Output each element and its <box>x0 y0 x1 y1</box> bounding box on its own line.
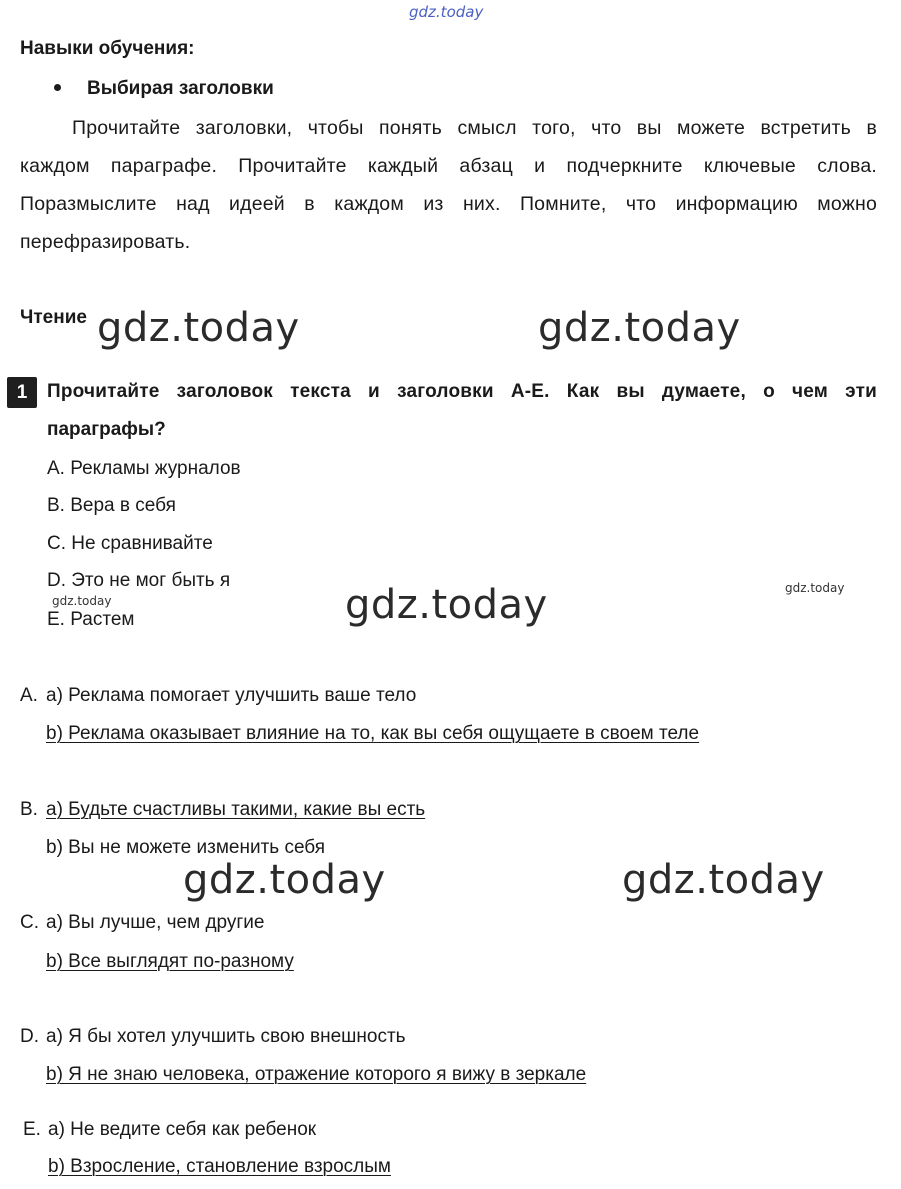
watermark-big-2: gdz.today <box>538 305 741 351</box>
watermark-top: gdz.today <box>409 3 484 21</box>
paragraph-line-2: каждом параграфе. Прочитайте каждый абзац и подчеркните ключевые слова. <box>20 155 877 177</box>
task-number-badge: 1 <box>7 377 37 408</box>
watermark-big-3: gdz.today <box>345 582 548 628</box>
answer-c-letter: C. <box>20 912 39 933</box>
reading-heading: Чтение <box>20 307 87 328</box>
watermark-small-2: gdz.today <box>785 581 845 595</box>
watermark-big-1: gdz.today <box>97 305 300 351</box>
watermark-big-5: gdz.today <box>622 857 825 903</box>
watermark-big-4: gdz.today <box>183 857 386 903</box>
answer-c-option-a: a) Вы лучше, чем другие <box>46 912 265 933</box>
skills-bullet-text: Выбирая заголовки <box>87 78 274 99</box>
heading-item-e: E. Растем <box>47 609 135 630</box>
watermark-small-1: gdz.today <box>52 594 112 608</box>
bullet-icon <box>54 84 61 91</box>
answer-e-letter: E. <box>23 1119 41 1140</box>
heading-item-a: A. Рекламы журналов <box>47 458 241 479</box>
answer-d-letter: D. <box>20 1026 39 1047</box>
heading-item-c: C. Не сравнивайте <box>47 533 213 554</box>
paragraph-line-3: Поразмыслите над идеей в каждом из них. Помните, что информацию можно <box>20 193 877 215</box>
task-question-line-1: Прочитайте заголовок текста и заголовки A-E. Как вы думаете, о чем эти <box>47 381 877 402</box>
answer-a-option-b: b) Реклама оказывает влияние на то, как вы себя ощущаете в своем теле <box>46 723 700 744</box>
answer-b-option-a: a) Будьте счастливы такими, какие вы есть <box>46 799 426 820</box>
answer-e-option-b: b) Взросление, становление взрослым <box>48 1156 391 1177</box>
skills-heading: Навыки обучения: <box>20 38 195 59</box>
task-question-line-2: параграфы? <box>47 419 166 440</box>
answer-c-option-b: b) Все выглядят по-разному <box>46 951 294 972</box>
paragraph-line-1: Прочитайте заголовки, чтобы понять смысл того, что вы можете встретить в <box>72 117 877 139</box>
answer-d-option-a: a) Я бы хотел улучшить свою внешность <box>46 1026 406 1047</box>
answer-a-option-a: a) Реклама помогает улучшить ваше тело <box>46 685 417 706</box>
answer-b-option-b: b) Вы не можете изменить себя <box>46 837 326 858</box>
heading-item-d: D. Это не мог быть я <box>47 570 231 591</box>
answer-e-option-a: a) Не ведите себя как ребенок <box>48 1119 317 1140</box>
answer-d-option-b: b) Я не знаю человека, отражение которого я вижу в зеркале <box>46 1064 587 1085</box>
answer-b-letter: B. <box>20 799 38 820</box>
answer-a-letter: A. <box>20 685 38 706</box>
heading-item-b: B. Вера в себя <box>47 495 176 516</box>
paragraph-line-4: перефразировать. <box>20 231 191 253</box>
